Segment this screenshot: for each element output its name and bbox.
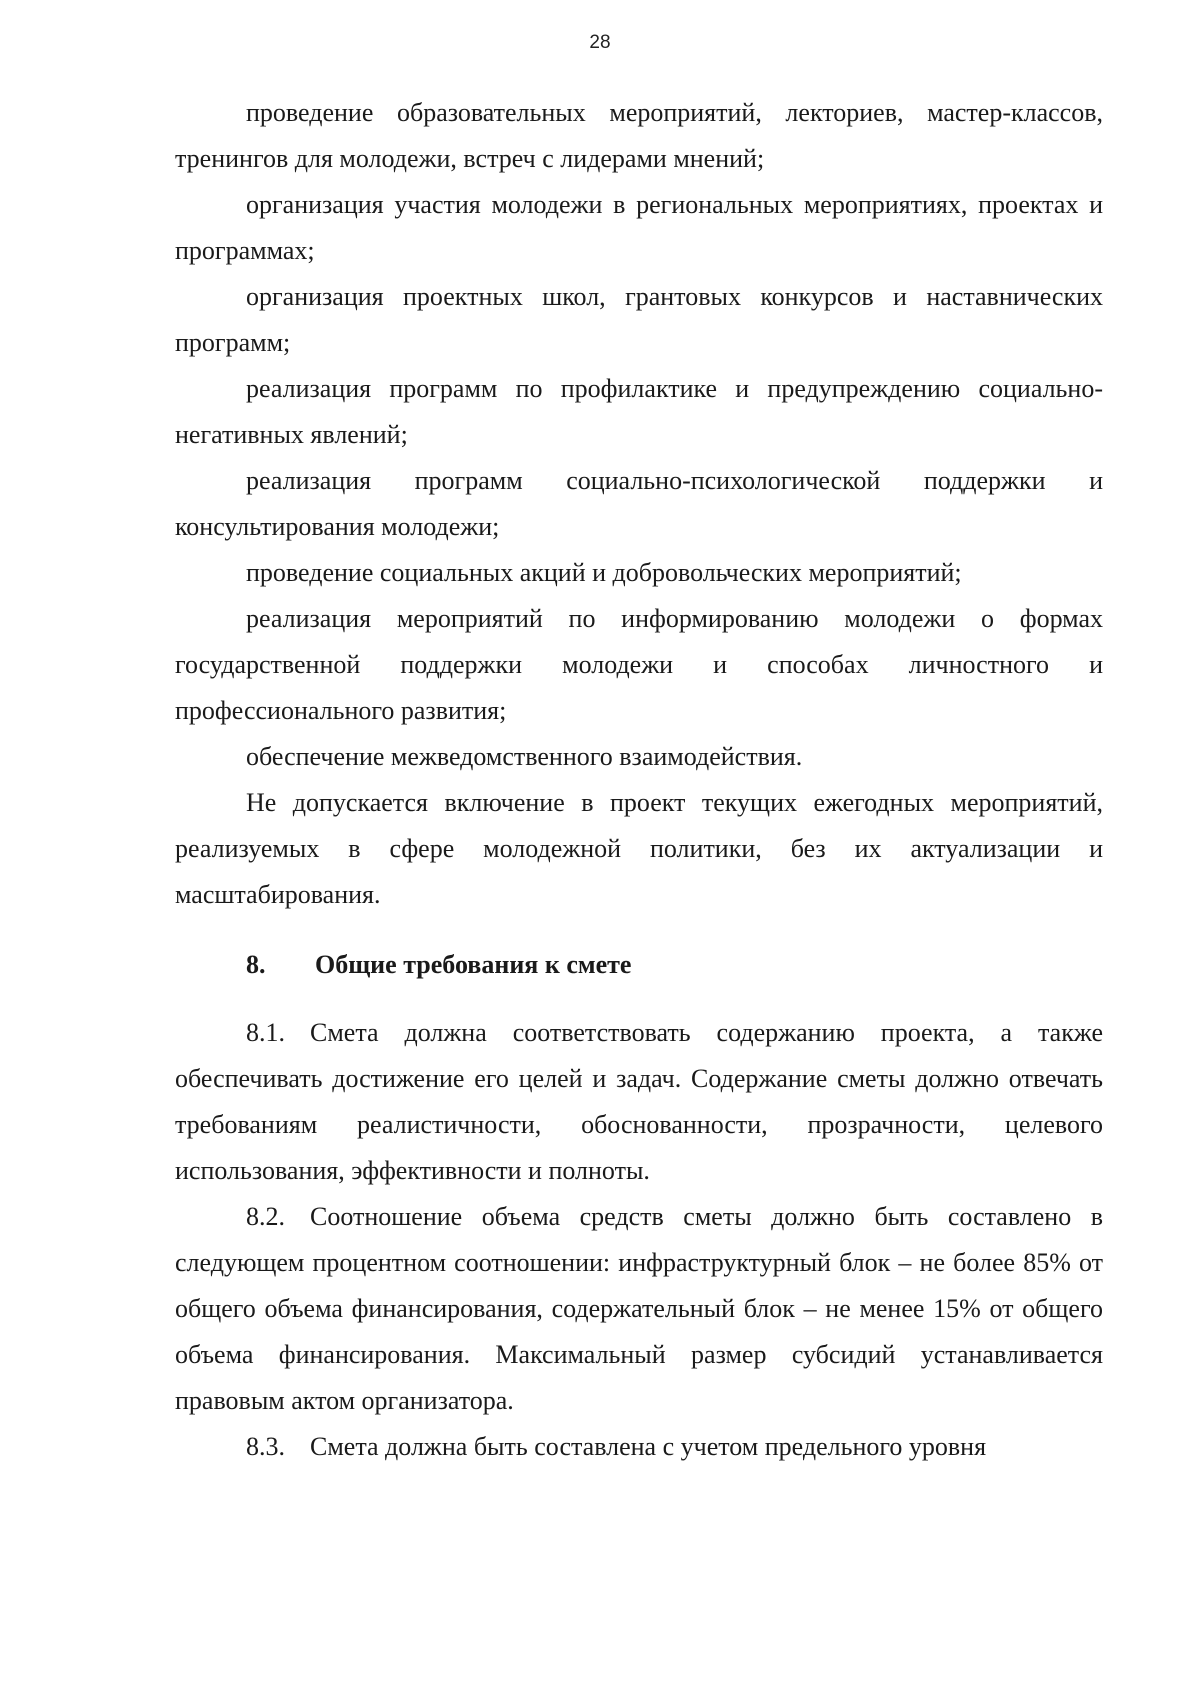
clause-number: 8.3. [246,1432,285,1461]
paragraph-psychological-support: реализация программ социально-психологической поддержки и консультирования молодежи; [175,466,1103,541]
paragraph-educational-events: проведение образовательных мероприятий, лекториев, мастер-классов, тренингов для молодежи, встреч с лидерами мнений; [175,98,1103,173]
clause-number: 8.2. [246,1202,285,1231]
section-heading [175,942,1103,988]
paragraph-regional-participation: организация участия молодежи в региональных мероприятиях, проектах и программах; [175,190,1103,265]
page-number: 28 [589,32,611,53]
paragraph-project-schools: организация проектных школ, грантовых конкурсов и наставнических программ; [175,282,1103,357]
clause-number: 8.1. [246,1018,285,1047]
paragraph-informing-youth: реализация мероприятий по информированию молодежи о формах государственной поддержки молодежи и способах личностного и профессионального развития; [175,604,1103,725]
clause-8-1 [175,1010,1103,1194]
clause-8-2 [175,1194,1103,1424]
section-title: Общие требования к смете [315,950,632,979]
paragraph-social-actions: проведение социальных акций и добровольческих мероприятий; [246,558,962,587]
clause-text: Соотношение объема средств сметы должно быть составлено в следующем процентном соотношении: инфраструктурный блок – не более 85% от общего объема финансирования, содержательный блок – не менее 15% от общего объема финансирования. Максимальный размер субсидий устанавливается правовым актом организатора. [175,1202,1103,1415]
document-body [175,90,1103,1470]
section-number: 8. [246,950,266,979]
paragraph-not-allowed: Не допускается включение в проект текущих ежегодных мероприятий, реализуемых в сфере молодежной политики, без их актуализации и масштабирования. [175,788,1103,909]
clause-text: Смета должна быть составлена с учетом предельного уровня [310,1432,987,1461]
clause-text: Смета должна соответствовать содержанию проекта, а также обеспечивать достижение его целей и задач. Содержание сметы должно отвечать требованиям реалистичности, обоснованности, прозрачности, целевого использования, эффективности и полноты. [175,1018,1103,1185]
clause-8-3 [175,1424,1103,1470]
paragraph-prevention-programs: реализация программ по профилактике и предупреждению социально-негативных явлений; [175,374,1103,449]
paragraph-interagency: обеспечение межведомственного взаимодействия. [246,742,803,771]
